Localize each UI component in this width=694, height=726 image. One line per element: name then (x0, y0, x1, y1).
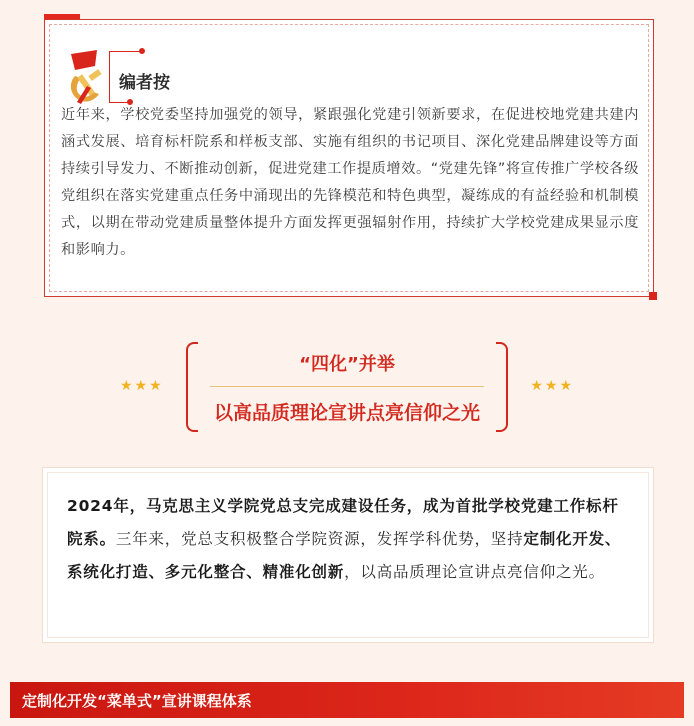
note-header (65, 46, 245, 110)
summary-text-end: ，以高品质理论宣讲点亮信仰之光。 (344, 563, 605, 581)
heading-subtitle: “四化”并举 (299, 354, 395, 375)
banner-title: 定制化开发“菜单式”宣讲课程体系 (22, 692, 252, 710)
emblem-line-top (109, 51, 141, 52)
summary-bold-intro: 2024年，马克思主义学院党总支完成建设任务，成为首批学校党建工作标杆院系。 (67, 497, 619, 548)
note-corner-square (649, 292, 657, 300)
bracket-right (496, 342, 508, 432)
note-title: 编者按 (119, 73, 170, 93)
stars-right: ★★★ (530, 378, 574, 394)
summary-paragraph (67, 490, 633, 589)
stars-left: ★★★ (120, 378, 164, 394)
summary-bold-mid: 定制化开发、系统化打造、多元化整合、精准化创新 (67, 530, 622, 581)
summary-text-mid: 三年来，党总支积极整合学院资源，发挥学科优势，坚持 (115, 530, 524, 548)
heading-title: 以高品质理论宣讲点亮信仰之光 (213, 402, 480, 424)
emblem-dot-top (139, 48, 145, 54)
heading-divider (210, 386, 484, 387)
party-emblem-icon (65, 46, 113, 110)
note-body: 近年来，学校党委坚持加强党的领导，紧跟强化党建引领新要求，在促进校地党建共建内涵式发展、培育标杆院系和样板支部、实施有组织的书记项目、深化党建品牌建设等方面持续引导发力、不断推动创新，促进党建工作提质增效。“党建先锋”将宣传推广学校各级党组织在落实党建重点任务中涌现出的先锋模范和特色典型，凝练成的有益经验和机制模式，以期在带动党建质量整体提升方面发挥更强辐射作用，持续扩大学校党建成果显示度和影响力。 (61, 107, 639, 258)
section-heading (120, 342, 574, 434)
section-banner (10, 682, 684, 718)
editor-note-card (44, 19, 654, 297)
summary-card (42, 467, 654, 643)
emblem-line-vertical (109, 51, 110, 103)
